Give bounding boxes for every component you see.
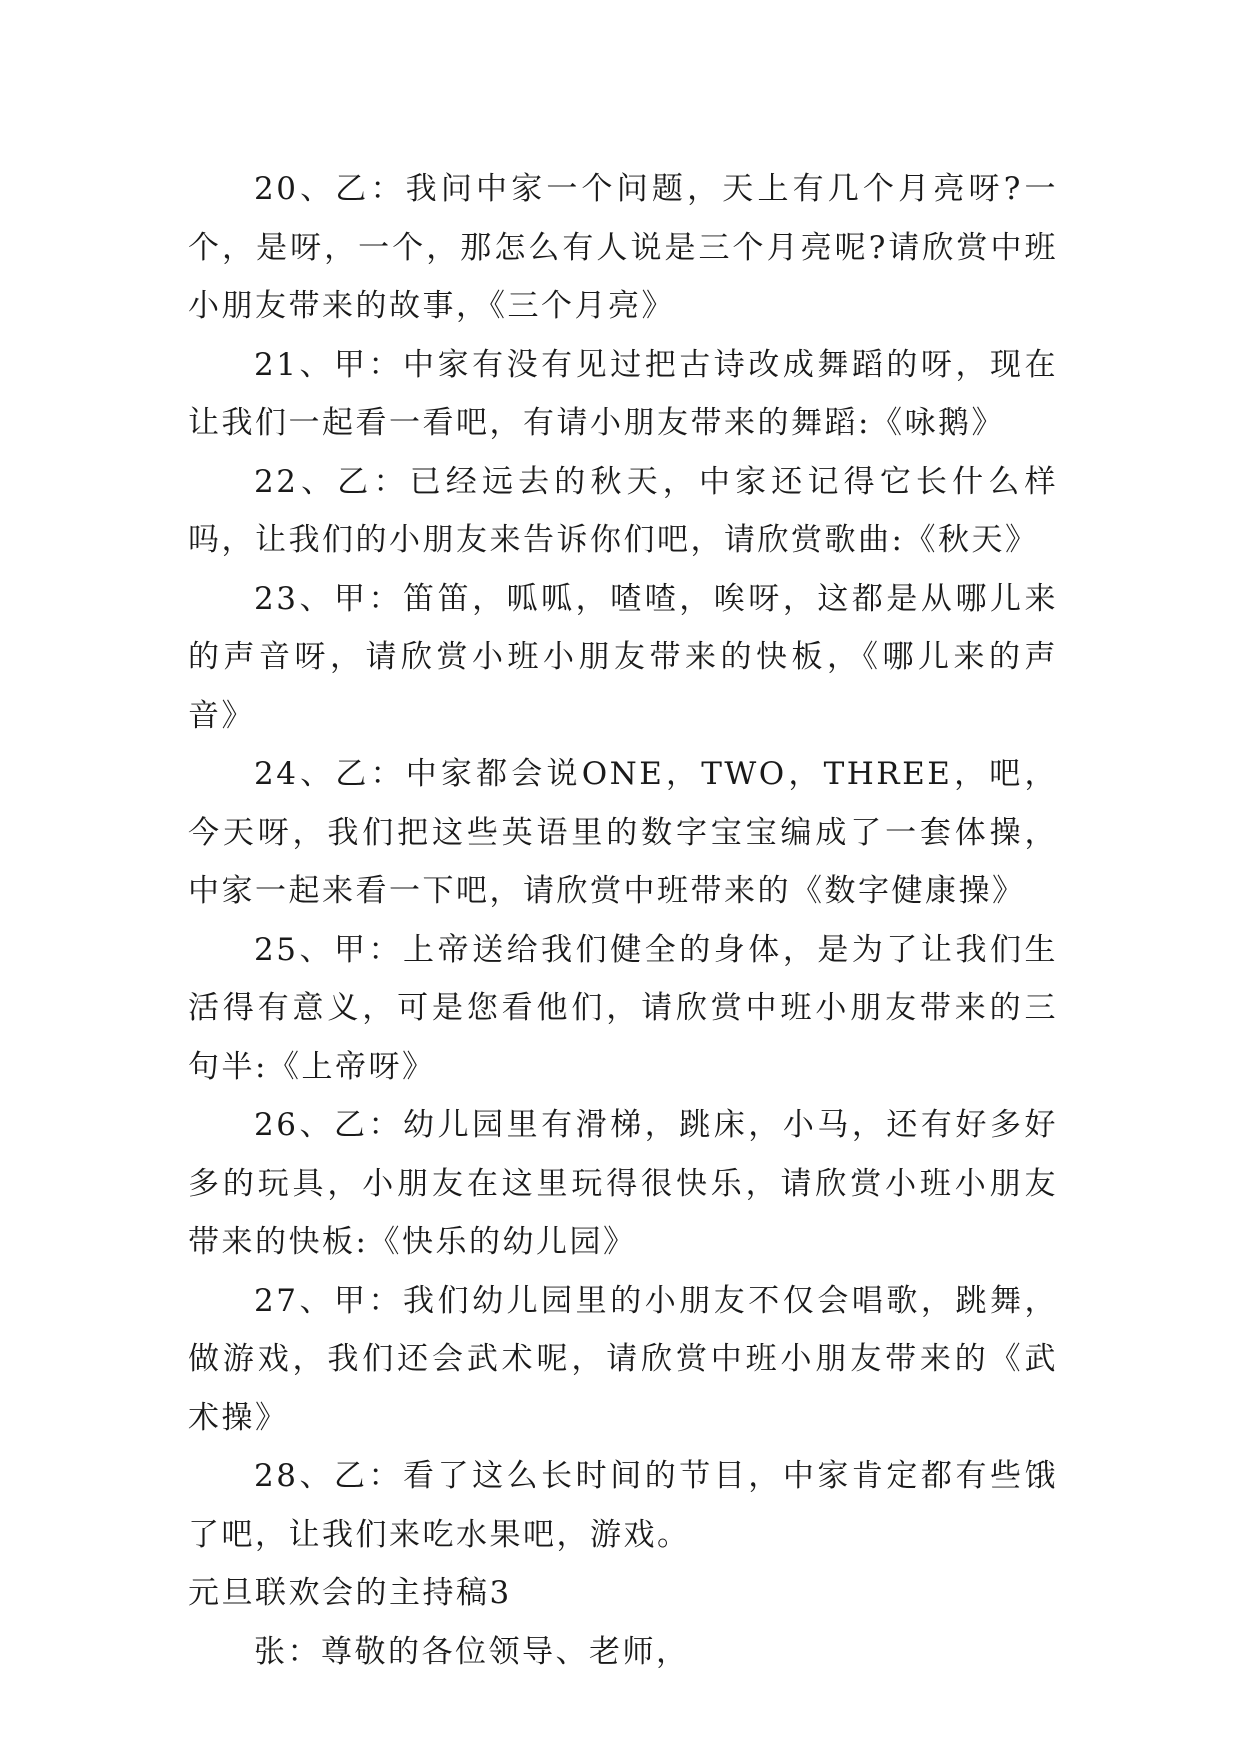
closing-paragraph: 张：尊敬的各位领导、老师，: [254, 1633, 690, 1670]
document-body: [188, 160, 1058, 1681]
section-heading: 元旦联欢会的主持稿3: [188, 1575, 512, 1611]
paragraph-20: 20、乙：我问中家一个问题，天上有几个月亮呀?一个，是呀，一个，那怎么有人说是三个月亮呢?请欣赏中班小朋友带来的故事，《三个月亮》: [188, 171, 1058, 324]
paragraph-24: 24、乙：中家都会说ONE，TWO，THREE，吧，今天呀，我们把这些英语里的数字宝宝编成了一套体操，中家一起来看一下吧，请欣赏中班带来的《数字健康操》: [188, 756, 1058, 909]
paragraph-25: 25、甲：上帝送给我们健全的身体，是为了让我们生活得有意义，可是您看他们，请欣赏中班小朋友带来的三句半:《上帝呀》: [188, 931, 1058, 1085]
paragraph-28: 28、乙：看了这么长时间的节目，中家肯定都有些饿了吧，让我们来吃水果吧，游戏。: [188, 1458, 1058, 1553]
paragraph-26: 26、乙：幼儿园里有滑梯，跳床，小马，还有好多好多的玩具，小朋友在这里玩得很快乐，请欣赏小班小朋友带来的快板:《快乐的幼儿园》: [188, 1107, 1058, 1260]
paragraph-21: 21、甲：中家有没有见过把古诗改成舞蹈的呀，现在让我们一起看一看吧，有请小朋友带来的舞蹈:《咏鹅》: [188, 346, 1058, 441]
paragraph-22: 22、乙：已经远去的秋天，中家还记得它长什么样吗，让我们的小朋友来告诉你们吧，请欣赏歌曲:《秋天》: [188, 463, 1058, 558]
paragraph-23: 23、甲：笛笛，呱呱，喳喳，唉呀，这都是从哪儿来的声音呀，请欣赏小班小朋友带来的快板，《哪儿来的声音》: [188, 580, 1058, 734]
paragraph-27: 27、甲：我们幼儿园里的小朋友不仅会唱歌，跳舞，做游戏，我们还会武术呢，请欣赏中班小朋友带来的《武术操》: [188, 1282, 1058, 1436]
